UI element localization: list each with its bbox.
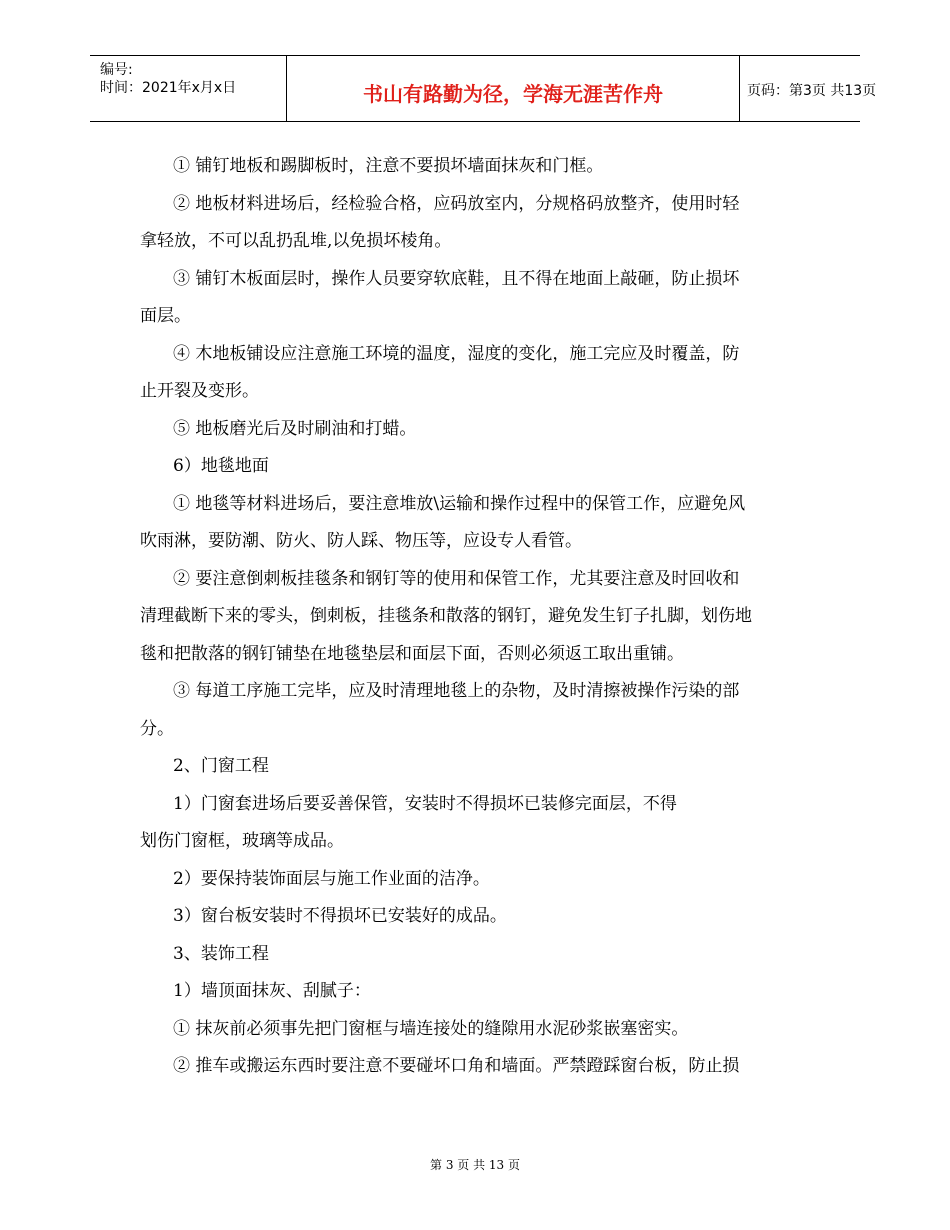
body-line: ① 铺钉地板和踢脚板时，注意不要损坏墙面抹灰和门框。 — [173, 156, 604, 176]
body-line: ② 要注意倒刺板挂毯条和钢钉等的使用和保管工作，尤其要注意及时回收和 — [173, 568, 740, 589]
body-line: ③ 铺钉木板面层时，操作人员要穿软底鞋，且不得在地面上敲砸，防止损坏 — [173, 268, 740, 289]
body-line: 3）窗台板安装时不得损坏已安装好的成品。 — [173, 906, 507, 926]
body-line: 毯和把散落的钢钉铺垫在地毯垫层和面层下面，否则必须返工取出重铺。 — [140, 643, 684, 664]
body-line: 1）墙顶面抹灰、刮腻子： — [173, 981, 371, 1001]
body-line: ④ 木地板铺设应注意施工环境的温度，湿度的变化，施工完应及时覆盖，防 — [173, 343, 740, 364]
body-line: 1）门窗套进场后要妥善保管，安装时不得损坏已装修完面层，不得 — [173, 793, 677, 814]
header-meta — [90, 56, 287, 121]
body-line: ① 抹灰前必须事先把门窗框与墙连接处的缝隙用水泥砂浆嵌塞密实。 — [173, 1018, 689, 1039]
body-line: 分。 — [140, 718, 174, 739]
body-line: ③ 每道工序施工完毕，应及时清理地毯上的杂物，及时清擦被操作污染的部 — [173, 681, 740, 701]
body-line: ② 地板材料进场后，经检验合格，应码放室内，分规格码放整齐，使用时轻 — [173, 193, 740, 214]
body-line: 3、装饰工程 — [173, 943, 269, 964]
body-line: 止开裂及变形。 — [140, 381, 259, 401]
body-line: ② 推车或搬运东西时要注意不要碰坏口角和墙面。严禁蹬踩窗台板，防止损 — [173, 1056, 740, 1076]
body-line: 2、门窗工程 — [173, 756, 269, 776]
doc-number-label: 编号: — [100, 62, 133, 78]
header-motto: 书山有路勤为径，学海无涯苦作舟 — [363, 82, 663, 106]
body-line: 拿轻放，不可以乱扔乱堆,以免损坏棱角。 — [140, 231, 452, 251]
page-header — [90, 55, 877, 122]
body-line: ⑤ 地板磨光后及时刷油和打蜡。 — [173, 418, 417, 439]
page-footer: 第 3 页 共 13 页 — [430, 1158, 520, 1172]
body-line: 吹雨淋，要防潮、防火、防人踩、物压等，应设专人看管。 — [140, 531, 582, 551]
doc-time-label: 时间：2021年x月x日 — [100, 80, 237, 96]
body-line: 2）要保持装饰面层与施工作业面的洁净。 — [173, 868, 490, 889]
header-page-cell — [740, 56, 877, 121]
body-line: 清理截断下来的零头，倒刺板，挂毯条和散落的钢钉，避免发生钉子扎脚，划伤地 — [140, 606, 752, 626]
document-body — [140, 148, 812, 1086]
body-line: ① 地毯等材料进场后，要注意堆放\运输和操作过程中的保管工作，应避免风 — [173, 493, 746, 514]
body-line: 面层。 — [140, 306, 191, 326]
body-line: 6）地毯地面 — [173, 456, 269, 476]
body-line: 划伤门窗框，玻璃等成品。 — [140, 831, 344, 851]
header-motto-cell — [287, 56, 740, 121]
header-page-info: 页码：第3页 共13页 — [747, 83, 877, 99]
